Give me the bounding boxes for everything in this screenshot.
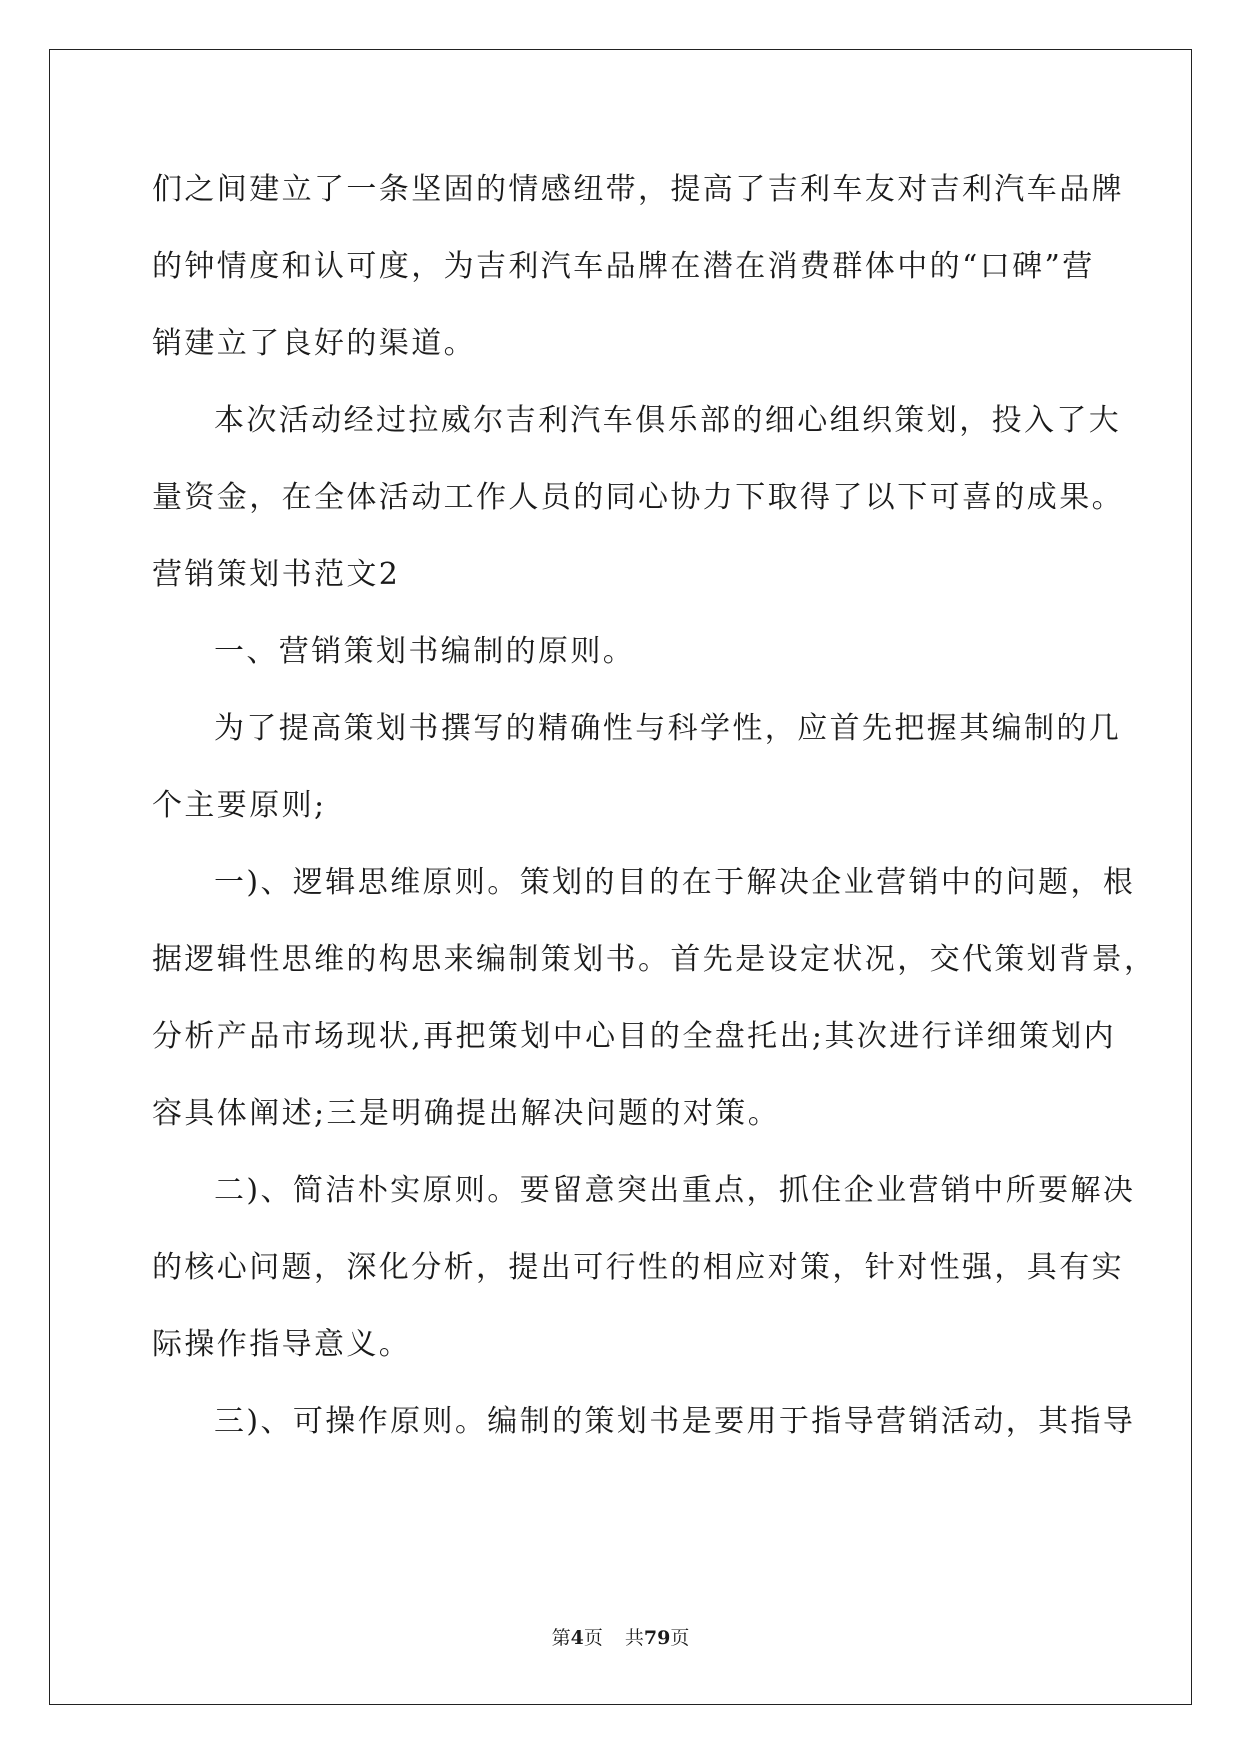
- text-line: 本次活动经过拉威尔吉利汽车俱乐部的细心组织策划，投入了大: [214, 403, 1122, 438]
- text-line: 为了提高策划书撰写的精确性与科学性，应首先把握其编制的几: [214, 711, 1122, 746]
- text-line: 分析产品市场现状,再把策划中心目的全盘托出;其次进行详细策划内: [152, 1019, 1117, 1054]
- text-line: 一、营销策划书编制的原则。: [214, 634, 636, 669]
- total-suffix: 页: [670, 1627, 690, 1649]
- document-body: [152, 151, 1157, 1460]
- text-line: 二)、简洁朴实原则。要留意突出重点，抓住企业营销中所要解决: [214, 1173, 1136, 1208]
- text-line: 的核心问题，深化分析，提出可行性的相应对策，针对性强，具有实: [152, 1250, 1124, 1285]
- text-line: 营销策划书范文2: [152, 557, 401, 592]
- text-line: 际操作指导意义。: [152, 1327, 412, 1362]
- page-suffix: 页: [583, 1627, 603, 1649]
- text-line: 量资金，在全体活动工作人员的同心协力下取得了以下可喜的成果。: [152, 480, 1124, 515]
- text-line: 一)、逻辑思维原则。策划的目的在于解决企业营销中的问题，根: [214, 865, 1136, 900]
- page-prefix: 第: [551, 1627, 571, 1649]
- text-line: 的钟情度和认可度，为吉利汽车品牌在潜在消费群体中的“口碑”营: [152, 249, 1095, 284]
- text-line: 销建立了良好的渠道。: [152, 326, 476, 361]
- page-number: 4: [570, 1627, 584, 1649]
- text-line: 容具体阐述;三是明确提出解决问题的对策。: [152, 1096, 781, 1131]
- page-footer: [0, 1626, 1241, 1650]
- total-prefix: 共: [624, 1627, 644, 1649]
- text-line: 三)、可操作原则。编制的策划书是要用于指导营销活动，其指导: [214, 1404, 1136, 1439]
- total-pages: 79: [643, 1627, 671, 1649]
- text-line: 个主要原则;: [152, 788, 327, 823]
- text-line: 们之间建立了一条坚固的情感纽带，提高了吉利车友对吉利汽车品牌: [152, 172, 1124, 207]
- text-line: 据逻辑性思维的构思来编制策划书。首先是设定状况，交代策划背景，: [152, 942, 1157, 977]
